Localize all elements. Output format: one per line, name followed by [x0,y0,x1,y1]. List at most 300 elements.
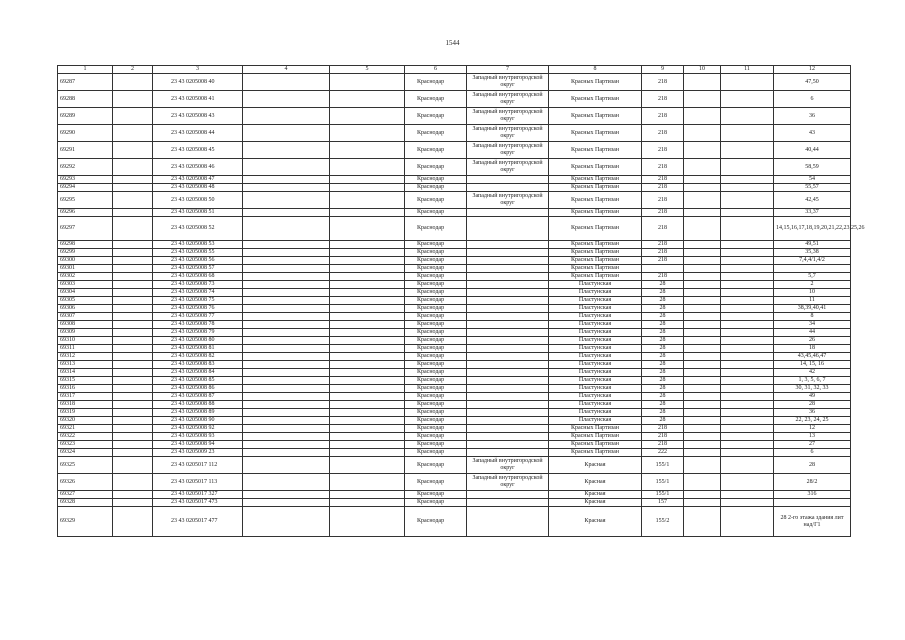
cadastral-number: 23 43 0205008 76 [153,305,243,313]
empty-cell [330,209,405,217]
rooms-cell: 54 [774,176,851,184]
table-row [58,433,851,441]
empty-cell [243,425,330,433]
street-cell: Пластунская [549,361,642,369]
empty-cell [684,449,721,457]
street-cell: Пластунская [549,289,642,297]
empty-cell [721,289,774,297]
table-row [58,91,851,108]
column-number-header: 12 [774,66,851,74]
empty-cell [721,257,774,265]
city-cell: Краснодар [405,449,467,457]
district-cell [467,491,549,499]
city-cell: Краснодар [405,393,467,401]
record-number: 69308 [58,321,113,329]
city-cell: Краснодар [405,441,467,449]
record-number: 69329 [58,507,113,537]
city-cell: Краснодар [405,385,467,393]
empty-cell [721,425,774,433]
city-cell: Краснодар [405,74,467,91]
empty-cell [113,74,153,91]
district-cell [467,281,549,289]
table-row [58,457,851,474]
record-number: 69324 [58,449,113,457]
cadastral-number: 23 43 0205008 47 [153,176,243,184]
column-number-header: 9 [642,66,684,74]
cadastral-number: 23 43 0205008 87 [153,393,243,401]
empty-cell [113,377,153,385]
city-cell: Краснодар [405,337,467,345]
empty-cell [113,385,153,393]
rooms-cell: 6 [774,449,851,457]
district-cell [467,321,549,329]
empty-cell [684,209,721,217]
cadastral-number: 23 43 0205008 84 [153,369,243,377]
rooms-cell: 14, 15, 16 [774,361,851,369]
rooms-cell: 12 [774,425,851,433]
table-row [58,449,851,457]
house-number-cell: 218 [642,108,684,125]
empty-cell [721,249,774,257]
table-row [58,401,851,409]
empty-cell [721,361,774,369]
empty-cell [243,401,330,409]
empty-cell [243,217,330,241]
rooms-cell: 38,39,40,41 [774,305,851,313]
district-cell [467,507,549,537]
district-cell [467,337,549,345]
city-cell: Краснодар [405,457,467,474]
house-number-cell: 28 [642,305,684,313]
table-row [58,393,851,401]
record-number: 69305 [58,297,113,305]
empty-cell [721,393,774,401]
empty-cell [721,457,774,474]
record-number: 69319 [58,409,113,417]
cadastral-number: 23 43 0205008 89 [153,409,243,417]
empty-cell [330,192,405,209]
empty-cell [113,217,153,241]
street-cell: Красных Партизан [549,176,642,184]
empty-cell [243,474,330,491]
empty-cell [330,361,405,369]
empty-cell [330,369,405,377]
house-number-cell [642,265,684,273]
empty-cell [684,474,721,491]
house-number-cell: 218 [642,433,684,441]
empty-cell [684,433,721,441]
table-row [58,192,851,209]
empty-cell [330,74,405,91]
house-number-cell: 218 [642,91,684,108]
empty-cell [721,184,774,192]
city-cell: Краснодар [405,321,467,329]
table-header-row [58,66,851,74]
district-cell: Западный внутригородской округ [467,142,549,159]
city-cell: Краснодар [405,192,467,209]
rooms-cell: 33,37 [774,209,851,217]
table-row [58,249,851,257]
empty-cell [113,361,153,369]
city-cell: Краснодар [405,353,467,361]
empty-cell [721,449,774,457]
empty-cell [330,491,405,499]
empty-cell [330,457,405,474]
street-cell: Пластунская [549,329,642,337]
record-number: 69311 [58,345,113,353]
empty-cell [330,377,405,385]
district-cell [467,209,549,217]
record-number: 69288 [58,91,113,108]
street-cell: Красных Партизан [549,273,642,281]
empty-cell [243,184,330,192]
empty-cell [684,257,721,265]
rooms-cell: 36 [774,409,851,417]
house-number-cell: 218 [642,249,684,257]
city-cell: Краснодар [405,297,467,305]
district-cell [467,184,549,192]
empty-cell [330,241,405,249]
empty-cell [330,108,405,125]
house-number-cell: 28 [642,297,684,305]
cadastral-number: 23 43 0205008 41 [153,91,243,108]
house-number-cell: 157 [642,499,684,507]
table-row [58,209,851,217]
table-row [58,159,851,176]
rooms-cell: 6 [774,91,851,108]
empty-cell [721,176,774,184]
column-number-header: 2 [113,66,153,74]
rooms-cell: 28 [774,457,851,474]
city-cell: Краснодар [405,377,467,385]
city-cell: Краснодар [405,125,467,142]
empty-cell [721,441,774,449]
city-cell: Краснодар [405,249,467,257]
city-cell: Краснодар [405,499,467,507]
district-cell [467,409,549,417]
empty-cell [243,321,330,329]
empty-cell [113,108,153,125]
empty-cell [113,337,153,345]
district-cell: Западный внутригородской округ [467,74,549,91]
cadastral-number: 23 43 0205017 473 [153,499,243,507]
table-row [58,142,851,159]
empty-cell [721,353,774,361]
empty-cell [330,433,405,441]
empty-cell [721,142,774,159]
rooms-cell: 58,59 [774,159,851,176]
record-number: 69300 [58,257,113,265]
house-number-cell: 28 [642,409,684,417]
cadastral-number: 23 43 0205008 81 [153,345,243,353]
column-number-header: 5 [330,66,405,74]
district-cell [467,305,549,313]
empty-cell [243,125,330,142]
empty-cell [243,491,330,499]
record-number: 69313 [58,361,113,369]
cadastral-number: 23 43 0205008 40 [153,74,243,91]
empty-cell [684,108,721,125]
cadastral-number: 23 43 0205008 74 [153,289,243,297]
cadastral-number: 23 43 0205008 57 [153,265,243,273]
record-number: 69297 [58,217,113,241]
rooms-cell: 28 2-го этажа здания лит над/Г1 [774,507,851,537]
city-cell: Краснодар [405,289,467,297]
street-cell: Пластунская [549,353,642,361]
rooms-cell: 7,4,4/1,4/2 [774,257,851,265]
cadastral-number: 23 43 0205008 92 [153,425,243,433]
district-cell: Западный внутригородской округ [467,474,549,491]
house-number-cell: 218 [642,125,684,142]
street-cell: Красных Партизан [549,249,642,257]
record-number: 69301 [58,265,113,273]
district-cell [467,329,549,337]
district-cell: Западный внутригородской округ [467,192,549,209]
empty-cell [243,507,330,537]
record-number: 69309 [58,329,113,337]
empty-cell [113,184,153,192]
empty-cell [684,499,721,507]
record-number: 69316 [58,385,113,393]
rooms-cell: 43 [774,125,851,142]
empty-cell [243,361,330,369]
empty-cell [684,184,721,192]
empty-cell [243,159,330,176]
empty-cell [113,249,153,257]
empty-cell [721,91,774,108]
record-number: 69327 [58,491,113,499]
empty-cell [243,192,330,209]
table-row [58,74,851,91]
district-cell: Западный внутригородской округ [467,108,549,125]
empty-cell [113,433,153,441]
district-cell [467,176,549,184]
cadastral-number: 23 43 0205008 90 [153,417,243,425]
empty-cell [330,217,405,241]
table-row [58,425,851,433]
empty-cell [113,265,153,273]
city-cell: Краснодар [405,257,467,265]
rooms-cell: 5,7 [774,273,851,281]
empty-cell [243,433,330,441]
empty-cell [243,74,330,91]
record-number: 69294 [58,184,113,192]
street-cell: Красная [549,457,642,474]
empty-cell [684,74,721,91]
empty-cell [684,159,721,176]
table-row [58,184,851,192]
house-number-cell: 218 [642,273,684,281]
empty-cell [721,281,774,289]
column-number-header: 10 [684,66,721,74]
cadastral-number: 23 43 0205008 77 [153,313,243,321]
table-row [58,441,851,449]
district-cell [467,289,549,297]
empty-cell [113,329,153,337]
house-number-cell: 218 [642,209,684,217]
record-number: 69315 [58,377,113,385]
rooms-cell: 13 [774,433,851,441]
house-number-cell: 218 [642,241,684,249]
empty-cell [113,273,153,281]
cadastral-number: 23 43 0205008 85 [153,377,243,385]
cadastral-number: 23 43 0205008 78 [153,321,243,329]
empty-cell [330,329,405,337]
empty-cell [243,353,330,361]
empty-cell [113,125,153,142]
column-number-header: 11 [721,66,774,74]
empty-cell [684,265,721,273]
empty-cell [721,297,774,305]
empty-cell [113,449,153,457]
empty-cell [684,217,721,241]
record-number: 69289 [58,108,113,125]
district-cell [467,377,549,385]
empty-cell [721,345,774,353]
rooms-cell: 27 [774,441,851,449]
city-cell: Краснодар [405,142,467,159]
empty-cell [684,337,721,345]
empty-cell [113,409,153,417]
city-cell: Краснодар [405,369,467,377]
district-cell [467,441,549,449]
table-row [58,353,851,361]
rooms-cell [774,265,851,273]
house-number-cell: 28 [642,313,684,321]
house-number-cell: 218 [642,425,684,433]
empty-cell [243,369,330,377]
empty-cell [330,305,405,313]
empty-cell [243,441,330,449]
city-cell: Краснодар [405,184,467,192]
empty-cell [243,176,330,184]
empty-cell [684,417,721,425]
empty-cell [113,457,153,474]
city-cell: Краснодар [405,507,467,537]
street-cell: Пластунская [549,321,642,329]
empty-cell [684,385,721,393]
page-number: 1544 [445,39,460,47]
cadastral-number: 23 43 0205008 75 [153,297,243,305]
table-row [58,281,851,289]
empty-cell [330,385,405,393]
empty-cell [684,313,721,321]
empty-cell [243,417,330,425]
empty-cell [113,441,153,449]
district-cell [467,499,549,507]
street-cell: Пластунская [549,345,642,353]
empty-cell [721,337,774,345]
empty-cell [684,249,721,257]
empty-cell [330,353,405,361]
empty-cell [330,499,405,507]
street-cell: Красных Партизан [549,425,642,433]
empty-cell [684,353,721,361]
rooms-cell: 35,38 [774,249,851,257]
rooms-cell: 28/2 [774,474,851,491]
empty-cell [243,345,330,353]
empty-cell [113,305,153,313]
city-cell: Краснодар [405,361,467,369]
record-number: 69287 [58,74,113,91]
empty-cell [243,377,330,385]
empty-cell [684,289,721,297]
cadastral-number: 23 43 0205008 56 [153,257,243,265]
table-row [58,217,851,241]
district-cell [467,257,549,265]
house-number-cell: 218 [642,142,684,159]
house-number-cell: 28 [642,329,684,337]
street-cell: Красная [549,507,642,537]
empty-cell [243,305,330,313]
cadastral-number: 23 43 0205008 44 [153,125,243,142]
city-cell: Краснодар [405,273,467,281]
cadastral-number: 23 43 0205008 46 [153,159,243,176]
record-number: 69293 [58,176,113,184]
empty-cell [243,289,330,297]
table-row [58,337,851,345]
house-number-cell: 218 [642,184,684,192]
empty-cell [721,474,774,491]
record-number: 69318 [58,401,113,409]
empty-cell [113,417,153,425]
empty-cell [113,474,153,491]
empty-cell [113,425,153,433]
cadastral-number: 23 43 0205017 113 [153,474,243,491]
empty-cell [684,457,721,474]
empty-cell [330,91,405,108]
empty-cell [684,361,721,369]
city-cell: Краснодар [405,491,467,499]
street-cell: Красных Партизан [549,265,642,273]
empty-cell [721,305,774,313]
city-cell: Краснодар [405,91,467,108]
city-cell: Краснодар [405,474,467,491]
house-number-cell: 28 [642,401,684,409]
empty-cell [721,377,774,385]
empty-cell [243,209,330,217]
table-row [58,417,851,425]
rooms-cell: 18 [774,345,851,353]
empty-cell [330,337,405,345]
district-cell [467,449,549,457]
district-cell [467,249,549,257]
empty-cell [243,265,330,273]
rooms-cell: 49 [774,393,851,401]
table-row [58,176,851,184]
empty-cell [721,433,774,441]
district-cell [467,393,549,401]
empty-cell [684,409,721,417]
house-number-cell: 218 [642,176,684,184]
empty-cell [113,313,153,321]
empty-cell [721,159,774,176]
record-number: 69306 [58,305,113,313]
street-cell: Пластунская [549,417,642,425]
record-number: 69303 [58,281,113,289]
street-cell: Красных Партизан [549,257,642,265]
empty-cell [113,297,153,305]
empty-cell [243,329,330,337]
empty-cell [330,449,405,457]
empty-cell [330,409,405,417]
empty-cell [721,401,774,409]
street-cell: Красных Партизан [549,217,642,241]
house-number-cell: 28 [642,345,684,353]
empty-cell [243,91,330,108]
table-row [58,273,851,281]
empty-cell [330,401,405,409]
